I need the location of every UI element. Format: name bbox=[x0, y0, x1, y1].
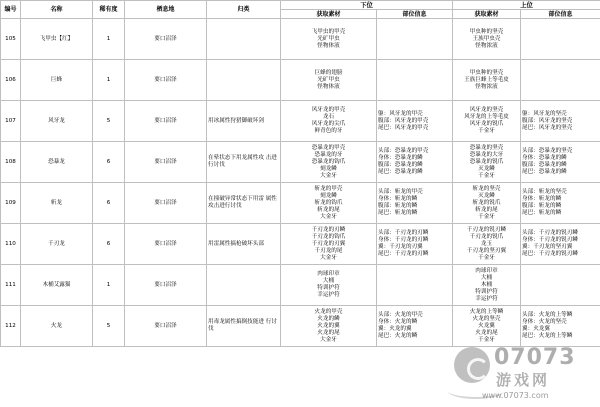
cell-habitat: 要口沼泽 bbox=[125, 142, 207, 183]
cell-id: 105 bbox=[1, 19, 21, 60]
cell-note bbox=[207, 265, 281, 306]
cell-habitat: 要口沼泽 bbox=[125, 101, 207, 142]
watermark-number: 07073 bbox=[494, 345, 576, 370]
cell-id: 107 bbox=[1, 101, 21, 142]
cell-rarity: 6 bbox=[93, 183, 125, 224]
cell-lower-material: 风牙龙的甲壳 龙石 风牙龙的尖爪 鲜青色的牙 bbox=[281, 101, 377, 142]
cell-rarity: 1 bbox=[93, 60, 125, 101]
cell-id: 109 bbox=[1, 183, 21, 224]
cell-name: 风牙龙 bbox=[21, 101, 93, 142]
cell-upper-part: 头部：恐暴龙的坚壳 身体：恐暴龙的鳞 腹部：恐暴龙的鳞 尾巴：恐暴龙的鳞 bbox=[521, 142, 600, 183]
cell-note: 用雷属性搞枪破坏头部 bbox=[207, 224, 281, 265]
cell-id: 108 bbox=[1, 142, 21, 183]
table-row bbox=[1, 306, 600, 347]
cell-lower-part bbox=[377, 265, 453, 306]
header-upper-material: 获取素材 bbox=[453, 10, 521, 19]
header-habitat: 栖息地 bbox=[125, 1, 207, 19]
cell-habitat: 要口沼泽 bbox=[125, 183, 207, 224]
cell-lower-material: 飞甲虫的甲壳 光矿甲虫 怪物体液 bbox=[281, 19, 377, 60]
cell-upper-part bbox=[521, 60, 600, 101]
cell-lower-part: 头部：斩龙的甲壳 身体：斩龙的鳞 腹部：斩龙的鳞 尾巴：斩龙的鳞 bbox=[377, 183, 453, 224]
cell-upper-material: 甲虫种的坚壳 王族甲虫壳 怪物浓液 bbox=[453, 19, 521, 60]
table-row bbox=[1, 183, 600, 224]
cell-note bbox=[207, 60, 281, 101]
table-row bbox=[1, 142, 600, 183]
cell-habitat: 要口沼泽 bbox=[125, 306, 207, 347]
header-upper-group: 上位 bbox=[453, 1, 600, 10]
watermark-logo bbox=[448, 343, 598, 405]
cell-lower-material: 恐暴龙的甲壳 恐暴龙的牙 恐暴龙的钩爪 刻龙鳞 大金牙 bbox=[281, 142, 377, 183]
cell-note bbox=[207, 19, 281, 60]
table-row bbox=[1, 60, 600, 101]
cell-lower-part: 头部：千刃龙的刃鳞 身体：千刃龙的刃鳞 翼：千刃龙的刃翼 尾巴：千刃龙的刃鳞 bbox=[377, 224, 453, 265]
cell-note: 在晕状态下用龙属性攻 击进行讨伐 bbox=[207, 142, 281, 183]
table-row bbox=[1, 265, 600, 306]
header-lower-group: 下位 bbox=[281, 1, 453, 10]
cell-lower-material: 巨蜂的翅膀 光矿甲虫 怪物体液 bbox=[281, 60, 377, 101]
cell-rarity: 1 bbox=[93, 265, 125, 306]
cell-lower-material: 斩龙的甲壳 刻龙鳞 斩龙的钩爪 斩龙的尾 大金牙 bbox=[281, 183, 377, 224]
watermark-site-name: 游戏网 bbox=[496, 371, 551, 389]
header-lower-material: 获取素材 bbox=[281, 10, 377, 19]
cell-upper-material: 甲虫种的坚壳 王族巨蜂上等毛皮 怪物浓液 bbox=[453, 60, 521, 101]
logo-circle-icon bbox=[454, 347, 490, 383]
cell-upper-material: 肉球印章 大桶 木桶 特训护符 幸运护符 bbox=[453, 265, 521, 306]
cell-upper-material: 恐暴龙的坚壳 恐暴龙的大牙 恐暴龙的锐爪 灭龙鳞 千金牙 bbox=[453, 142, 521, 183]
table-body bbox=[1, 19, 600, 347]
table-row bbox=[1, 224, 600, 265]
cell-lower-part: 头部：恐暴龙的甲壳 身体：恐暴龙的鳞 腹部：恐暴龙的鳞 尾巴：恐暴龙的鳞 bbox=[377, 142, 453, 183]
header-note: 归类 bbox=[207, 1, 281, 19]
cell-id: 110 bbox=[1, 224, 21, 265]
header-lower-part: 部位信息 bbox=[377, 10, 453, 19]
cell-name: 巨蜂 bbox=[21, 60, 93, 101]
header-id: 编号 bbox=[1, 1, 21, 19]
cell-name: 火龙 bbox=[21, 306, 93, 347]
cell-upper-part: 头部：火龙的上等鳞 身体：火龙的坚壳 翼：火龙翼 尾巴：火龙的上等鳞 bbox=[521, 306, 600, 347]
cell-upper-material: 风牙龙的坚壳 风牙龙的上等毛皮 风牙龙的锐爪 千金牙 bbox=[453, 101, 521, 142]
logo-arc-icon bbox=[448, 383, 504, 399]
cell-lower-material: 肉球印章 大桶 特训护符 幸运护符 bbox=[281, 265, 377, 306]
cell-rarity: 1 bbox=[93, 19, 125, 60]
cell-rarity: 6 bbox=[93, 224, 125, 265]
table-row bbox=[1, 101, 600, 142]
cell-upper-material: 火龙的上等鳞 火龙的坚壳 火龙翼 火龙的尾 千金牙 bbox=[453, 306, 521, 347]
header-upper-part: 部位信息 bbox=[521, 10, 600, 19]
cell-upper-part: 躯：风牙龙的坚壳 腹部：风牙龙的坚壳 尾巴：风牙龙的坚壳 bbox=[521, 101, 600, 142]
table-header bbox=[1, 1, 600, 19]
cell-rarity: 5 bbox=[93, 306, 125, 347]
cell-id: 112 bbox=[1, 306, 21, 347]
cell-habitat: 要口沼泽 bbox=[125, 60, 207, 101]
cell-id: 111 bbox=[1, 265, 21, 306]
cell-rarity: 6 bbox=[93, 142, 125, 183]
table-row bbox=[1, 19, 600, 60]
cell-note: 用冰属性狩猎御破坏剑 bbox=[207, 101, 281, 142]
cell-upper-part bbox=[521, 19, 600, 60]
cell-note: 在撞破异常状态下用雷 属性攻击进行讨伐 bbox=[207, 183, 281, 224]
cell-lower-material: 火龙的甲壳 火龙的鳞 火龙的翼 火龙的尾 大金牙 bbox=[281, 306, 377, 347]
cell-lower-part: 头部：火龙的甲壳 身体：火龙的鳞 翼：火龙的翼 尾巴：火龙的鳞 bbox=[377, 306, 453, 347]
header-rarity: 稀有度 bbox=[93, 1, 125, 19]
cell-id: 106 bbox=[1, 60, 21, 101]
cell-note: 用毒龙属性搞倒技能进 行讨伐 bbox=[207, 306, 281, 347]
cell-habitat: 要口沼泽 bbox=[125, 265, 207, 306]
cell-habitat: 要口沼泽 bbox=[125, 19, 207, 60]
cell-upper-part: 头部：斩龙的坚壳 身体：斩龙的鳞 腹部：斩龙的鳞 尾巴：斩龙的鳞 bbox=[521, 183, 600, 224]
cell-name: 恐暴龙 bbox=[21, 142, 93, 183]
cell-rarity: 5 bbox=[93, 101, 125, 142]
cell-lower-part: 躯：风牙龙的甲壳 腹部：风牙龙的甲壳 尾巴：风牙龙的甲壳 bbox=[377, 101, 453, 142]
cell-upper-part bbox=[521, 265, 600, 306]
cell-name: 千刃龙 bbox=[21, 224, 93, 265]
cell-habitat: 要口沼泽 bbox=[125, 224, 207, 265]
header-name: 名称 bbox=[21, 1, 93, 19]
cell-name: 木桶艾露猫 bbox=[21, 265, 93, 306]
cell-upper-part: 头部：千刃龙的锐刃鳞 身体：千刃龙的锐刃鳞 翼：千刃龙的坚刃翼 尾巴：千刃龙的锐刃鳞 bbox=[521, 224, 600, 265]
cell-lower-part bbox=[377, 60, 453, 101]
watermark-url: www.07073.com bbox=[482, 391, 549, 400]
cell-name: 斩龙 bbox=[21, 183, 93, 224]
cell-name: 飞甲虫【红】 bbox=[21, 19, 93, 60]
cell-upper-material: 斩龙的坚壳 灭龙鳞 斩龙的锐爪 斩龙的尾 千金牙 bbox=[453, 183, 521, 224]
cell-lower-part bbox=[377, 19, 453, 60]
cell-lower-material: 千刃龙的刃鳞 千刃龙的钩爪 千刃龙的刃翼 千刃龙的尾 大金牙 bbox=[281, 224, 377, 265]
cell-upper-material: 千刃龙的锐刃鳞 千刃龙的锐爪 龙玉 千刃龙的坚刃翼 千金牙 bbox=[453, 224, 521, 265]
